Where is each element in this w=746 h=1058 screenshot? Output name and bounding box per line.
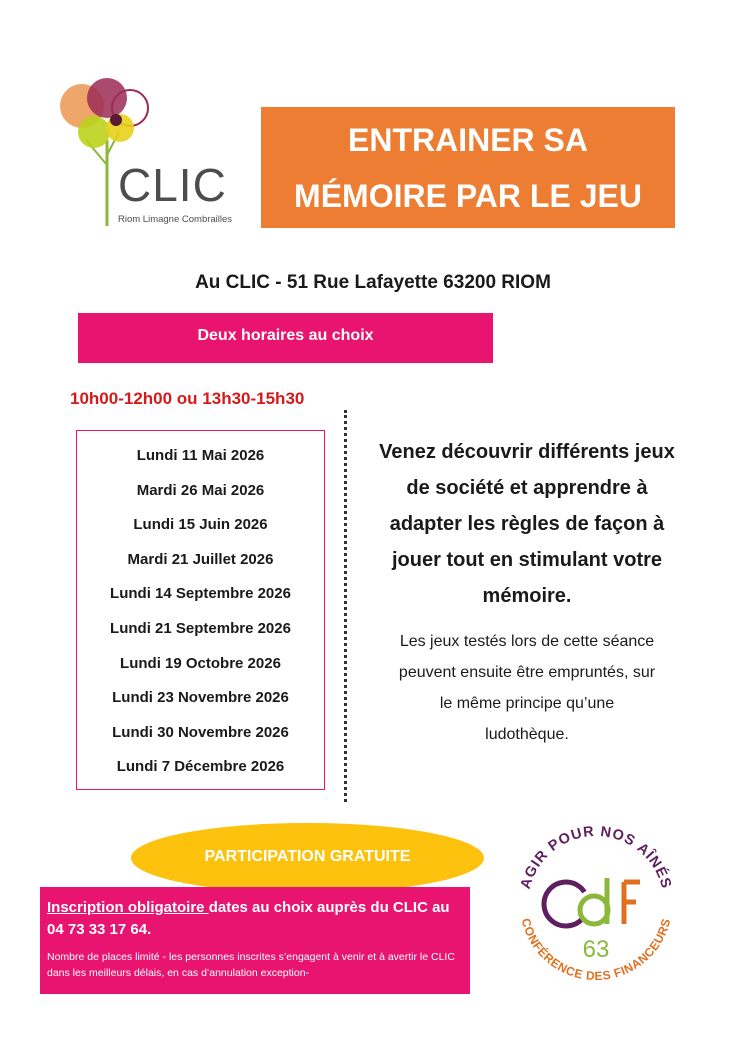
- description-main: [362, 434, 692, 614]
- description-line: de société et apprendre à: [406, 477, 648, 499]
- inscription-note: Nombre de places limité - les personnes inscrites s’engagent à venir et à avertir le CLIC dans les meilleurs délais, en cas d’annulation exception-: [47, 951, 455, 979]
- inscription-text: Inscription obligatoire dates au choix auprès du CLIC au 04 73 33 17 64.: [47, 899, 450, 938]
- date-item: Lundi 14 Septembre 2026: [110, 585, 291, 603]
- date-item: Lundi 30 Novembre 2026: [112, 723, 289, 741]
- date-item: Lundi 23 Novembre 2026: [112, 689, 289, 707]
- inscription-box: [40, 887, 470, 994]
- hours: 10h00-12h00 ou 13h30-15h30: [70, 389, 305, 408]
- description-line: Les jeux testés lors de cette séance: [399, 633, 655, 650]
- description-line: ludothèque.: [485, 726, 569, 743]
- description-line: le même principe qu’une: [439, 695, 615, 712]
- svg-text:AGIR POUR NOS AÎNÉS: [518, 824, 674, 891]
- cdf-top-text: AGIR POUR NOS AÎNÉS: [517, 823, 675, 891]
- date-item: Mardi 21 Juillet 2026: [127, 550, 274, 568]
- date-item: Lundi 19 Octobre 2026: [120, 654, 281, 672]
- date-item: Lundi 7 Décembre 2026: [116, 758, 285, 776]
- inscription-required: Inscription obligatoire: [47, 899, 209, 916]
- date-item: Mardi 26 Mai 2026: [136, 481, 265, 499]
- cdf-number: 63: [582, 936, 610, 963]
- description-line: Venez découvrir différents jeux: [379, 441, 675, 463]
- description-line: adapter les règles de façon à: [389, 513, 665, 535]
- address: Au CLIC - 51 Rue Lafayette 63200 RIOM: [195, 272, 551, 293]
- description-line: peuvent ensuite être empruntés, sur: [398, 664, 656, 681]
- inscription-rest: dates au choix auprès du CLIC au: [208, 899, 450, 916]
- date-item: Lundi 15 Juin 2026: [133, 516, 268, 534]
- logo-subtitle: Riom Limagne Combrailles: [118, 214, 233, 225]
- cdf-bottom-text: CONFÉRENCE DES FINANCEURS: [518, 916, 674, 984]
- title-box: [261, 107, 675, 228]
- phone-number: 04 73 33 17 64: [47, 921, 148, 938]
- description-secondary: [362, 626, 692, 750]
- title-line-2: MÉMOIRE PAR LE JEU: [294, 177, 642, 214]
- description-line: jouer tout en stimulant votre: [391, 549, 663, 571]
- logo-name: CLIC: [118, 159, 227, 211]
- cdf-logo: [506, 812, 686, 992]
- title-line-1: ENTRAINER SA: [347, 121, 588, 158]
- dotted-divider: [344, 410, 347, 802]
- date-item: Lundi 11 Mai 2026: [136, 447, 265, 464]
- schedule-label: Deux horaires au choix: [78, 313, 493, 363]
- date-item: Lundi 21 Septembre 2026: [110, 619, 291, 637]
- description-line: mémoire.: [482, 585, 572, 607]
- participation-badge: PARTICIPATION GRATUITE: [131, 823, 484, 893]
- dates-list: [76, 430, 325, 790]
